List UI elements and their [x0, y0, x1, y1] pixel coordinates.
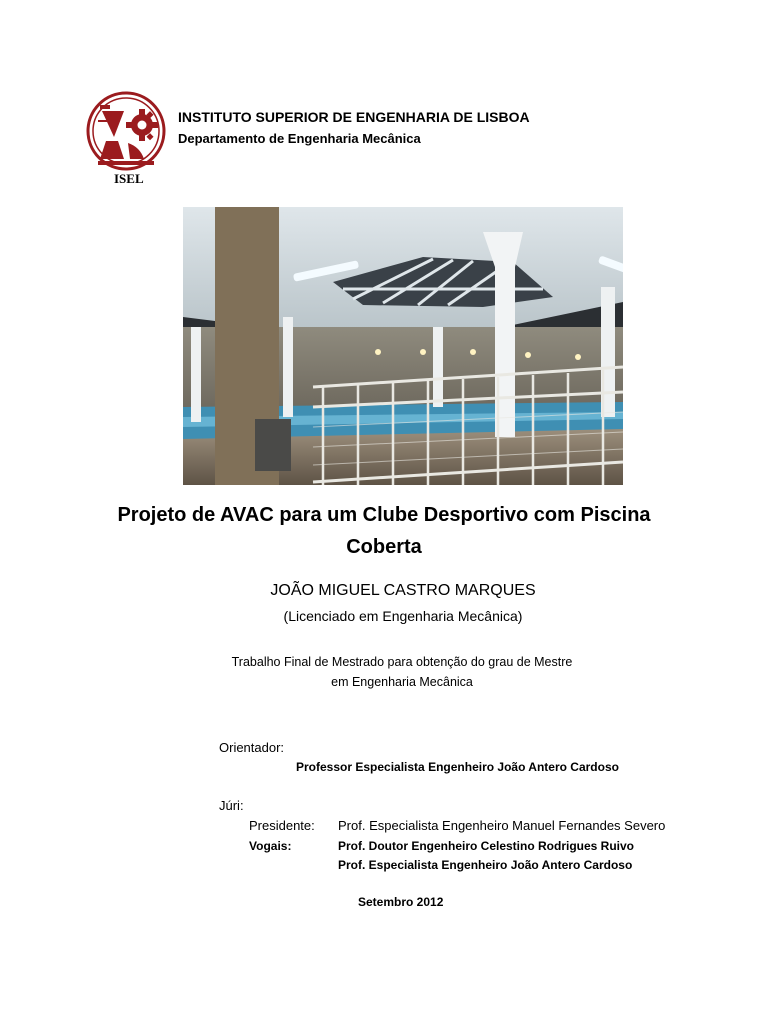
thesis-line-2: em Engenharia Mecânica: [331, 675, 473, 689]
isel-logo: [84, 91, 170, 187]
jury-member-2: Prof. Especialista Engenheiro João Antero Cardoso: [338, 858, 633, 872]
institution-name: INSTITUTO SUPERIOR DE ENGENHARIA DE LISBOA: [178, 109, 530, 125]
department-name: Departamento de Engenharia Mecânica: [178, 131, 421, 146]
logo-text: ISEL: [114, 171, 144, 186]
jury-members-label: Vogais:: [249, 839, 292, 853]
thesis-description: [200, 652, 604, 692]
author-degree: (Licenciado em Engenharia Mecânica): [283, 608, 523, 624]
author-name: JOÃO MIGUEL CASTRO MARQUES: [270, 582, 536, 599]
jury-member-1: Prof. Doutor Engenheiro Celestino Rodrigues Ruivo: [338, 839, 635, 853]
jury-president-label: Presidente:: [249, 818, 315, 833]
document-title: Projeto de AVAC para um Clube Desportivo com Piscina Coberta: [117, 504, 651, 558]
jury-president-name: Prof. Especialista Engenheiro Manuel Fernandes Severo: [338, 818, 666, 833]
advisor-name: Professor Especialista Engenheiro João Antero Cardoso: [296, 760, 619, 774]
thesis-line-1: Trabalho Final de Mestrado para obtenção do grau de Mestre: [231, 655, 573, 669]
advisor-label: Orientador:: [219, 740, 285, 755]
cover-photo-indoor-pool: [183, 207, 623, 485]
document-date: Setembro 2012: [358, 895, 444, 909]
jury-label: Júri:: [219, 798, 244, 813]
